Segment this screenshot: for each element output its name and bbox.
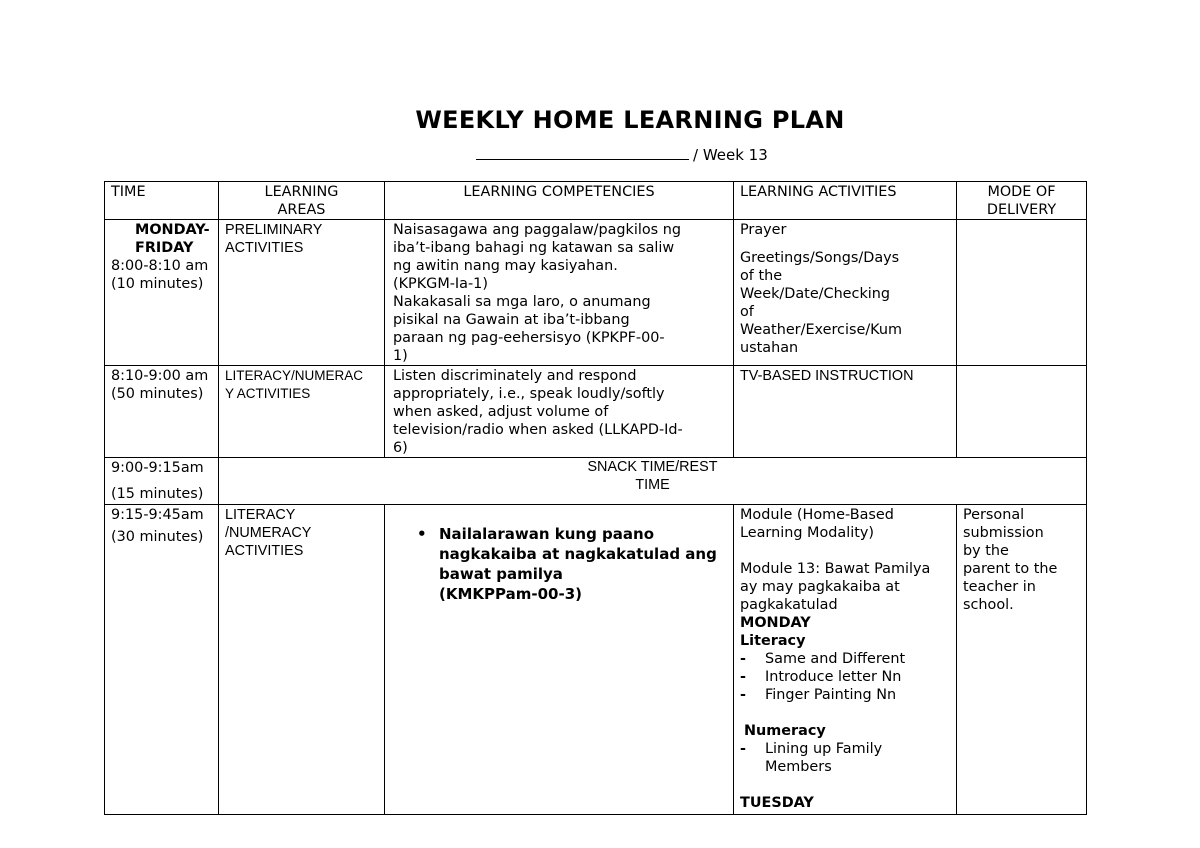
header-time: TIME: [105, 182, 219, 220]
activity-line: Learning Modality): [740, 525, 874, 541]
duration: (15 minutes): [111, 486, 204, 502]
activity-line: of: [740, 304, 754, 320]
competency-cell: [385, 505, 734, 815]
competency-cell: [385, 220, 734, 366]
activities-cell: [734, 220, 957, 366]
mode-line: submission: [963, 525, 1044, 541]
activities-cell: [734, 505, 957, 815]
competency-line: Nakakasali sa mga laro, o anumang: [393, 294, 651, 310]
mode-line: teacher in: [963, 579, 1036, 595]
area-text: /NUMERACY: [225, 525, 312, 541]
time-range: 8:00-8:10 am: [111, 258, 209, 274]
snack-label: TIME: [635, 477, 670, 493]
competency-line: 6): [393, 440, 408, 456]
day-heading: TUESDAY: [740, 795, 814, 811]
header-mode-of-delivery: MODE OF DELIVERY: [957, 182, 1087, 220]
table-row: [105, 458, 1087, 505]
time-range: 8:10-9:00 am: [111, 368, 209, 384]
learning-area-cell: [219, 505, 385, 815]
table-row: [105, 366, 1087, 458]
subject-heading: Literacy: [740, 633, 806, 649]
day-label: FRIDAY: [135, 240, 194, 256]
subject-heading: Numeracy: [744, 723, 826, 739]
competency-bullet-item: [391, 506, 727, 604]
list-item: - Lining up Family Members: [740, 741, 883, 775]
area-text: ACTIVITIES: [225, 543, 304, 559]
activity-line: Greetings/Songs/Days: [740, 250, 900, 266]
mode-cell: [957, 366, 1087, 458]
competency-line: when asked, adjust volume of: [393, 404, 609, 420]
list-item: - Same and Different: [740, 651, 906, 667]
competency-cell: [385, 366, 734, 458]
competency-line: iba’t-ibang bahagi ng katawan sa saliw: [393, 240, 675, 256]
activity-line: ay may pagkakaiba at: [740, 579, 900, 595]
blank-underline: [476, 144, 689, 160]
list-item: - Introduce letter Nn: [740, 669, 902, 685]
activity-line: Weather/Exercise/Kum: [740, 322, 903, 338]
competency-line: nagkakaiba at nagkakatulad ang: [439, 545, 717, 563]
week-label: / Week 13: [693, 146, 768, 164]
activity-line: Module (Home-Based: [740, 507, 894, 523]
competency-line: 1): [393, 348, 408, 364]
competency-line: (KPKGM-Ia-1): [393, 276, 488, 292]
competency-line: pisikal na Gawain at iba’t-ibbang: [393, 312, 630, 328]
mode-cell: [957, 505, 1087, 815]
day-label: MONDAY-: [135, 222, 210, 238]
list-item: - Finger Painting Nn: [740, 687, 897, 703]
area-text: Y ACTIVITIES: [225, 386, 311, 401]
learning-area-cell: [219, 366, 385, 458]
header-row: [105, 182, 1087, 220]
learning-area-cell: [219, 220, 385, 366]
competency-line: television/radio when asked (LLKAPD-Id-: [393, 422, 683, 438]
time-cell: [105, 220, 219, 366]
area-text: LITERACY: [225, 507, 296, 523]
competency-line: ng awitin nang may kasiyahan.: [393, 258, 618, 274]
competency-line: paraan ng pag-eehersisyo (KPKPF-00-: [393, 330, 665, 346]
activity-line: Prayer: [740, 222, 787, 238]
time-range: 9:00-9:15am: [111, 460, 204, 476]
learning-plan-table: [104, 181, 1087, 815]
time-range: 9:15-9:45am: [111, 507, 204, 523]
day-heading: MONDAY: [740, 615, 811, 631]
activity-line: ustahan: [740, 340, 799, 356]
activity-line: pagkakatulad: [740, 597, 838, 613]
area-text: ACTIVITIES: [225, 240, 304, 256]
activity-line: Module 13: Bawat Pamilya: [740, 561, 931, 577]
time-cell: [105, 458, 219, 505]
area-text: PRELIMINARY: [225, 222, 323, 238]
mode-cell: [957, 220, 1087, 366]
activity-line: of the: [740, 268, 783, 284]
activity-line: Week/Date/Checking: [740, 286, 891, 302]
time-cell: [105, 366, 219, 458]
bullet-icon: •: [417, 525, 427, 543]
mode-line: parent to the: [963, 561, 1058, 577]
competency-line: Listen discriminately and respond: [393, 368, 637, 384]
time-cell: [105, 505, 219, 815]
header-learning-activities: LEARNING ACTIVITIES: [734, 182, 957, 220]
header-learning-areas: LEARNING AREAS: [219, 182, 385, 220]
area-text: LITERACY/NUMERAC: [225, 368, 364, 383]
snack-time-cell: [219, 458, 1087, 505]
activities-cell: [734, 366, 957, 458]
competency-line: bawat pamilya: [439, 565, 563, 583]
table-row: [105, 220, 1087, 366]
competency-line: Naisasagawa ang paggalaw/pagkilos ng: [393, 222, 682, 238]
mode-line: by the: [963, 543, 1009, 559]
duration: (50 minutes): [111, 386, 204, 402]
mode-line: school.: [963, 597, 1014, 613]
mode-line: Personal: [963, 507, 1025, 523]
duration: (10 minutes): [111, 276, 204, 292]
competency-line: Nailalarawan kung paano: [439, 525, 655, 543]
activity-line: TV-BASED INSTRUCTION: [740, 368, 914, 384]
header-learning-competencies: LEARNING COMPETENCIES: [385, 182, 734, 220]
page-title: WEEKLY HOME LEARNING PLAN: [415, 106, 845, 134]
competency-code: (KMKPPam-00-3): [439, 585, 582, 603]
table-row: [105, 505, 1087, 815]
snack-label: SNACK TIME/REST: [587, 459, 718, 475]
week-line: [476, 144, 768, 164]
competency-line: appropriately, i.e., speak loudly/softly: [393, 386, 665, 402]
duration: (30 minutes): [111, 529, 204, 545]
